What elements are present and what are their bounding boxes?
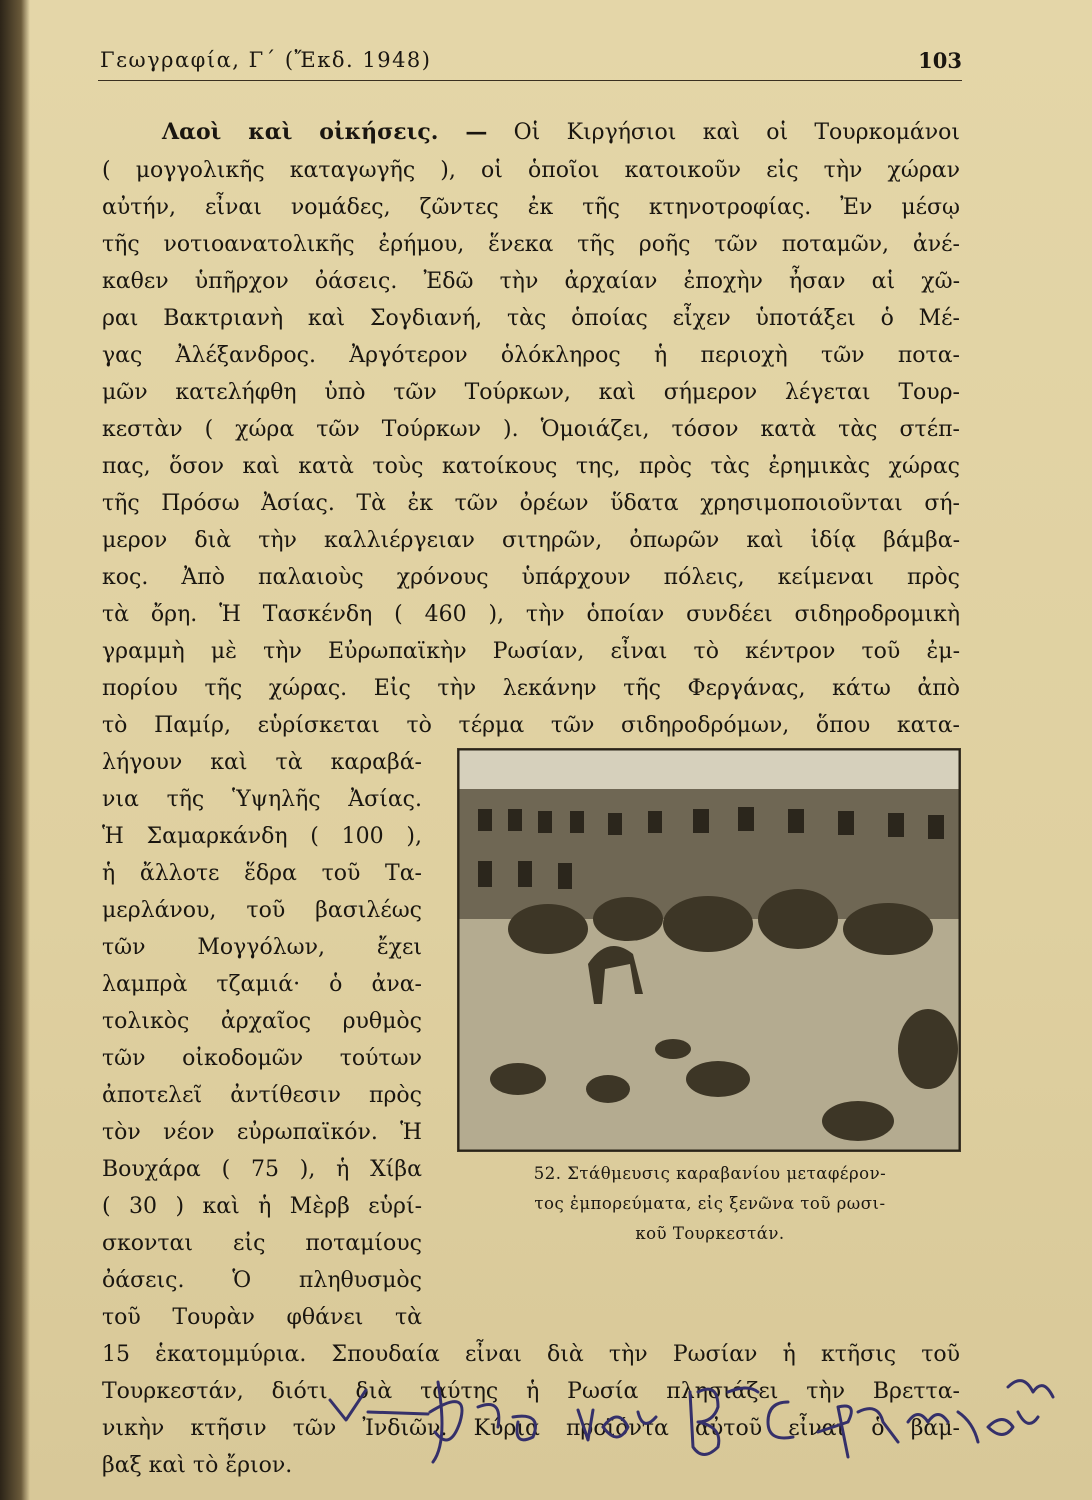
- text-line: κος. Ἀπὸ παλαιοὺς χρόνους ὑπάρχουν πόλεις, κείμεναι πρὸς: [102, 565, 960, 590]
- text-line: Τουρκεστάν, διότι διὰ ταύτης ἡ Ρωσία πλησιάζει τὴν Βρεττα-: [102, 1379, 960, 1404]
- text-line: νικὴν κτῆσιν τῶν Ἰνδιῶν. Κύρια προϊόντα αὐτοῦ εἶναι ὁ βάμ-: [102, 1416, 960, 1441]
- text-line: μερον διὰ τὴν καλλιέργειαν σιτηρῶν, ὀπωρῶν καὶ ἰδίᾳ βάμβα-: [102, 528, 960, 553]
- text-line: μῶν κατελήφθη ὑπὸ τῶν Τούρκων, καὶ σήμερον λέγεται Τουρ-: [102, 380, 960, 405]
- handwritten-note: [318, 1372, 1058, 1482]
- figure-caption-line: κοῦ Τουρκεστάν.: [635, 1224, 785, 1243]
- text-line: τὸ Παμίρ, εὑρίσκεται τὸ τέρμα τῶν σιδηροδρόμων, ὅπου κατα-: [102, 713, 960, 738]
- text-line: 15 ἑκατομμύρια. Σπουδαία εἶναι διὰ τὴν Ρωσίαν ἡ κτῆσις τοῦ: [102, 1342, 960, 1367]
- side-text-line: ὀάσεις. Ὁ πληθυσμὸς: [102, 1268, 422, 1293]
- text-line: γας Ἀλέξανδρος. Ἀργότερον ὁλόκληρος ἡ περιοχὴ τῶν ποτα-: [102, 343, 960, 368]
- text-line: καθεν ὑπῆρχον ὀάσεις. Ἐδῶ τὴν ἀρχαίαν ἐποχὴν ἦσαν αἱ χῶ-: [102, 269, 960, 294]
- text-line: αὐτήν, εἶναι νομάδες, ζῶντες ἐκ τῆς κτηνοτροφίας. Ἐν μέσῳ: [102, 195, 960, 220]
- side-text-line: ἡ ἄλλοτε ἕδρα τοῦ Τα-: [102, 861, 422, 886]
- section-heading: Λαοὶ καὶ οἰκήσεις. —: [162, 119, 488, 145]
- side-text-line: τολικὸς ἀρχαῖος ρυθμὸς: [102, 1009, 422, 1034]
- side-text-line: ( 30 ) καὶ ἡ Μὲρβ εὑρί-: [102, 1194, 422, 1219]
- figure-caption-line: τος ἐμπορεύματα, εἰς ξενῶνα τοῦ ρωσι-: [534, 1194, 886, 1213]
- text-line: γραμμὴ μὲ τὴν Εὐρωπαϊκὴν Ρωσίαν, εἶναι τὸ κέντρον τοῦ ἐμ-: [102, 639, 960, 664]
- caravan-photo-drawing: [458, 749, 960, 1151]
- side-text-line: λήγουν καὶ τὰ καραβά-: [102, 750, 422, 775]
- side-text-line: τὸν νέον εὐρωπαϊκόν. Ἡ: [102, 1120, 422, 1145]
- text-line: τῆς νοτιοανατολικῆς ἐρήμου, ἕνεκα τῆς ροῆς τῶν ποταμῶν, ἀνέ-: [102, 232, 960, 257]
- page-binding-edge: [0, 0, 30, 1500]
- side-text-line: σκονται εἰς ποταμίους: [102, 1231, 422, 1256]
- side-text-line: νια τῆς Ὑψηλῆς Ἀσίας.: [102, 787, 422, 812]
- header-rule: [98, 80, 962, 81]
- text-line: πας, ὅσον καὶ κατὰ τοὺς κατοίκους της, πρὸς τὰς ἐρημικὰς χώρας: [102, 454, 960, 479]
- text-line: βαξ καὶ τὸ ἔριον.: [102, 1453, 293, 1478]
- side-text-line: Βουχάρα ( 75 ), ἡ Χίβα: [102, 1157, 422, 1182]
- figure-caption-line: 52. Στάθμευσις καραβανίου μεταφέρον-: [533, 1164, 887, 1183]
- text-line: τὰ ὄρη. Ἡ Τασκένδη ( 460 ), τὴν ὁποίαν συνδέει σιδηροδρομικὴ: [102, 602, 960, 627]
- text-line: ραι Βακτριανὴ καὶ Σογδιανή, τὰς ὁποίας εἶχεν ὑποτάξει ὁ Μέ-: [102, 306, 960, 331]
- side-text-line: μερλάνου, τοῦ βασιλέως: [102, 898, 422, 923]
- text-line: ( μογγολικῆς καταγωγῆς ), οἱ ὁποῖοι κατοικοῦν εἰς τὴν χώραν: [102, 158, 960, 183]
- side-text-line: τοῦ Τουρὰν φθάνει τὰ: [102, 1305, 422, 1330]
- text-line: κεστὰν ( χώρα τῶν Τούρκων ). Ὁμοιάζει, τόσον κατὰ τὰς στέπ-: [102, 417, 960, 442]
- running-header: [100, 48, 962, 82]
- side-text-line: τῶν οἰκοδομῶν τούτων: [102, 1046, 422, 1071]
- side-text-line: λαμπρὰ τζαμιά· ὁ ἀνα-: [102, 972, 422, 997]
- text-line: τῆς Πρόσω Ἀσίας. Τὰ ἐκ τῶν ὀρέων ὕδατα χρησιμοποιοῦνται σή-: [102, 491, 960, 516]
- text-line: Λαοὶ καὶ οἰκήσεις. — Οἱ Κιργήσιοι καὶ οἱ Τουρκομάνοι: [162, 119, 961, 145]
- book-title: Γεωγραφία, Γ΄ (Ἔκδ. 1948): [100, 48, 432, 72]
- side-text-line: τῶν Μογγόλων, ἔχει: [102, 935, 422, 960]
- text-line: πορίου τῆς χώρας. Εἰς τὴν λεκάνην τῆς Φεργάνας, κάτω ἀπὸ: [102, 676, 960, 701]
- side-text-line: Ἡ Σαμαρκάνδη ( 100 ),: [102, 824, 422, 849]
- caravan-photo: [457, 748, 961, 1152]
- side-text-line: ἀποτελεῖ ἀντίθεσιν πρὸς: [102, 1083, 422, 1108]
- page-number: 103: [918, 48, 962, 73]
